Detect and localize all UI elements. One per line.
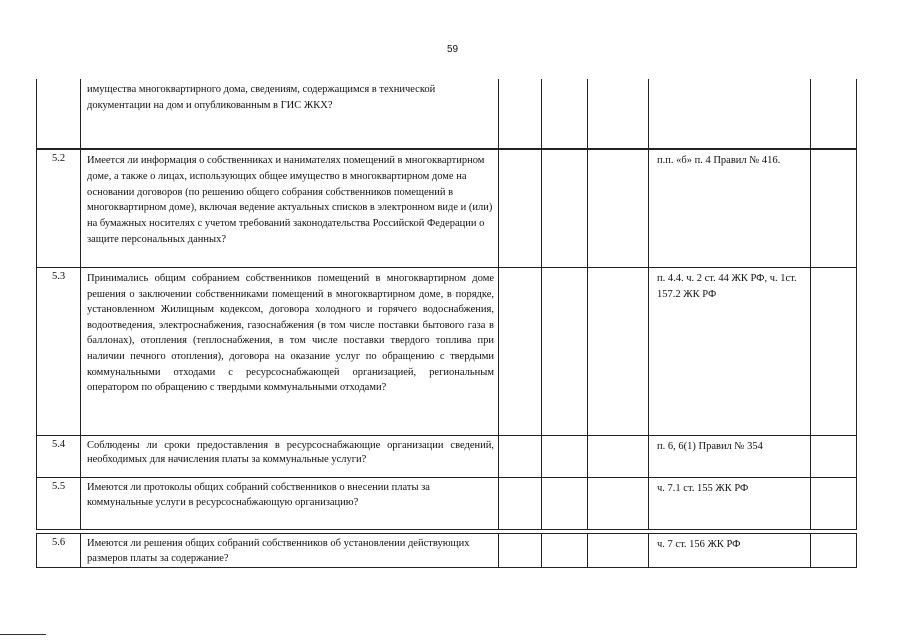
table-row bbox=[36, 477, 857, 530]
yes-cell bbox=[498, 436, 541, 477]
question-text: имущества многоквартирного дома, сведениям, содержащимся в технической документации на дом и опубликованным в ГИС ЖКХ? bbox=[87, 84, 436, 111]
not-applicable-cell bbox=[587, 534, 648, 567]
note-cell bbox=[810, 436, 857, 477]
reference-text bbox=[649, 79, 810, 82]
table-row bbox=[36, 79, 857, 149]
reference-cell bbox=[648, 79, 810, 148]
number-cell bbox=[36, 436, 80, 477]
question-cell bbox=[80, 79, 498, 148]
row-number: 5.6 bbox=[51, 537, 66, 548]
reference-text: п.п. «б» п. 4 Правил № 416. bbox=[657, 155, 781, 166]
row-number: 5.5 bbox=[51, 481, 66, 492]
question-cell bbox=[80, 534, 498, 567]
checklist-table bbox=[36, 79, 857, 568]
yes-cell bbox=[498, 478, 541, 529]
question-text: Принимались общим собранием собственников помещений в многоквартирном доме решения о заключении собственниками помещений в многоквартирном доме, в порядке, установленном Жилищным кодексом, договора холодного и горячего водоснабжения, водоотведения, электроснабжения, газоснабжения (в том числе поставки бытового газа в баллонах), отопления (теплоснабжения, в том числе поставки твердого топлива при наличии печного отопления), договора на оказание услуг по обращению с твердыми коммунальными отходами с ресурсоснабжающей организацией, региональным оператором по обращению с твердыми коммунальными отходами? bbox=[87, 273, 494, 394]
table-row bbox=[36, 267, 857, 436]
reference-cell bbox=[648, 478, 810, 529]
number-cell bbox=[36, 79, 80, 148]
question-cell bbox=[80, 436, 498, 477]
number-cell bbox=[36, 150, 80, 267]
yes-cell bbox=[498, 534, 541, 567]
note-cell bbox=[810, 79, 857, 148]
no-cell bbox=[541, 268, 587, 435]
reference-text: ч. 7.1 ст. 155 ЖК РФ bbox=[657, 483, 749, 494]
number-cell bbox=[36, 268, 80, 435]
number-cell bbox=[36, 478, 80, 529]
table-row bbox=[36, 435, 857, 478]
note-cell bbox=[810, 268, 857, 435]
reference-text: ч. 7 ст. 156 ЖК РФ bbox=[657, 539, 741, 550]
question-text: Имеются ли решения общих собраний собственников об установлении действующих размеров платы за содержание? bbox=[87, 538, 470, 564]
not-applicable-cell bbox=[587, 436, 648, 477]
question-cell bbox=[80, 150, 498, 267]
no-cell bbox=[541, 478, 587, 529]
not-applicable-cell bbox=[587, 150, 648, 267]
yes-cell bbox=[498, 150, 541, 267]
row-number bbox=[37, 79, 80, 82]
note-cell bbox=[810, 478, 857, 529]
footnote-rule bbox=[0, 634, 46, 635]
question-cell bbox=[80, 478, 498, 529]
no-cell bbox=[541, 436, 587, 477]
row-number: 5.4 bbox=[51, 439, 66, 450]
page-number: 59 bbox=[446, 44, 459, 55]
reference-cell bbox=[648, 150, 810, 267]
no-cell bbox=[541, 79, 587, 148]
question-cell bbox=[80, 268, 498, 435]
not-applicable-cell bbox=[587, 478, 648, 529]
not-applicable-cell bbox=[587, 268, 648, 435]
reference-cell bbox=[648, 534, 810, 567]
question-text: Имеются ли протоколы общих собраний собственников о внесении платы за коммунальные услуги в ресурсоснабжающую организацию? bbox=[87, 482, 430, 508]
yes-cell bbox=[498, 79, 541, 148]
question-text: Соблюдены ли сроки предоставления в ресурсоснабжающие организации сведений, необходимых для начисления платы за коммунальные услуги? bbox=[87, 440, 494, 465]
reference-cell bbox=[648, 436, 810, 477]
question-text: Имеется ли информация о собственниках и нанимателях помещений в многоквартирном доме, а также о лицах, использующих общее имущество в многоквартирном доме на основании договоров (по решению общего собрания собственников помещений в многоквартирном доме), включая ведение актуальных списков в электронном виде и (или) на бумажных носителях с учетом требований законодательства Российской Федерации о защите персональных данных? bbox=[87, 155, 493, 245]
reference-text: п. 6, 6(1) Правил № 354 bbox=[657, 441, 763, 452]
reference-text: п. 4.4. ч. 2 ст. 44 ЖК РФ, ч. 1ст. 157.2 ЖК РФ bbox=[657, 273, 797, 300]
note-cell bbox=[810, 534, 857, 567]
table-row bbox=[36, 533, 857, 568]
row-number: 5.2 bbox=[51, 153, 66, 164]
table-row bbox=[36, 149, 857, 268]
not-applicable-cell bbox=[587, 79, 648, 148]
note-cell bbox=[810, 150, 857, 267]
yes-cell bbox=[498, 268, 541, 435]
number-cell bbox=[36, 534, 80, 567]
no-cell bbox=[541, 534, 587, 567]
row-number: 5.3 bbox=[51, 271, 66, 282]
no-cell bbox=[541, 150, 587, 267]
reference-cell bbox=[648, 268, 810, 435]
